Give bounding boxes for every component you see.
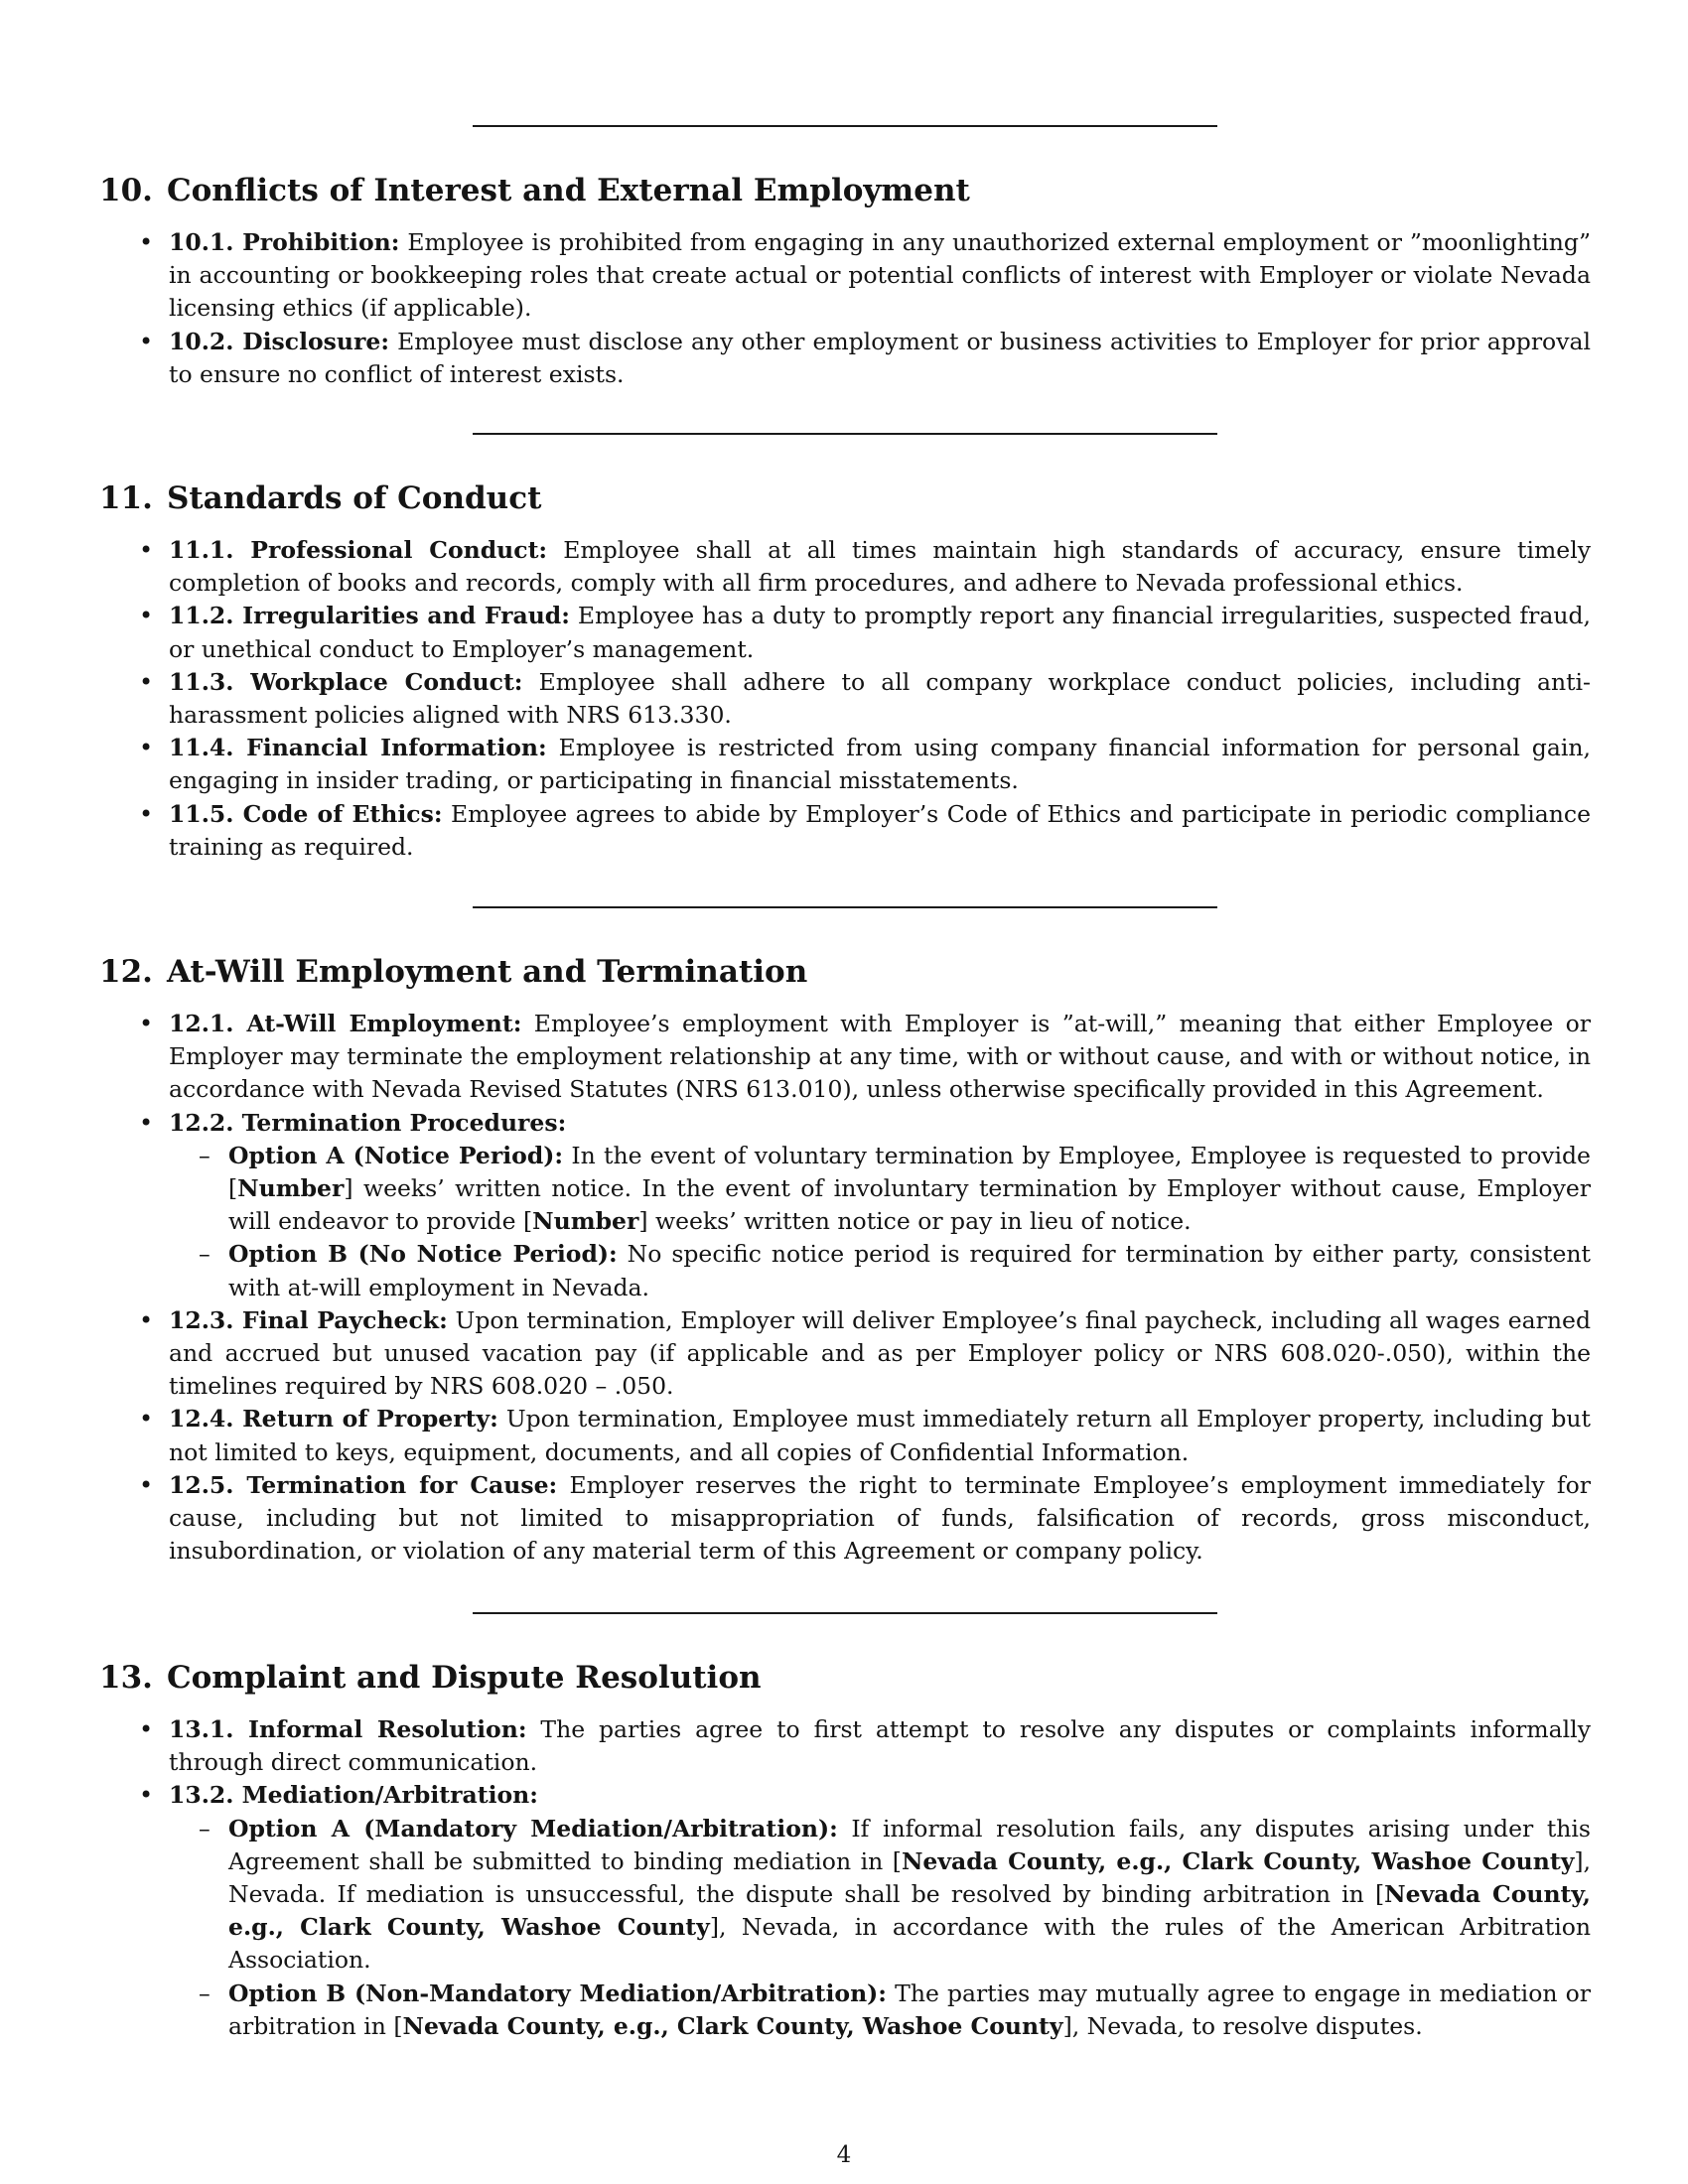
item-text: Employee’s employment with Employer is ”at-will,” meaning that either Employee or Employer may terminate the employment relationship at any time, with or without cause, and with or without notice, in accordance with Nevada Revised Statutes (NRS 613.010), unless otherwise specifically provided in this Agreement. (169, 1010, 1591, 1104)
item-label: 11.5. Code of Ethics: (169, 799, 443, 828)
section-title: Standards of Conduct (166, 480, 542, 516)
section-list (169, 226, 1591, 391)
item-label: 11.2. Irregularities and Fraud: (169, 602, 570, 630)
section-title: At-Will Employment and Termination (166, 954, 808, 990)
option-item (228, 1813, 1591, 1978)
item-text: Employee must disclose any other employment or business activities to Employer for prior approval to ensure no conflict of interest exists. (169, 327, 1591, 388)
section-number: 10. (99, 173, 153, 208)
list-item (169, 600, 1591, 665)
option-text: ] weeks’ written notice. In the event of involuntary termination by Employer without cause, Employer will endeavor to provide [ (228, 1174, 1591, 1236)
item-text: The parties agree to first attempt to resolve any disputes or complaints informally through direct communication. (169, 1715, 1591, 1777)
item-label: 13.2. Mediation/Arbitration: (169, 1781, 538, 1810)
list-item (169, 1403, 1591, 1468)
item-label: 12.3. Final Paycheck: (169, 1305, 448, 1334)
option-text: ] weeks’ written notice or pay in lieu of notice. (638, 1207, 1192, 1236)
placeholder-text: Nevada County, e.g., Clark County, Washoe County (901, 1846, 1575, 1875)
list-item (169, 1713, 1591, 1779)
item-text: Employee agrees to abide by Employer’s Code of Ethics and participate in periodic compliance training as required. (169, 799, 1591, 861)
placeholder-text: Nevada County, e.g., Clark County, Washoe County (228, 1880, 1591, 1942)
item-label: 12.1. At-Will Employment: (169, 1010, 522, 1037)
list-item (169, 1304, 1591, 1404)
option-list (169, 1140, 1591, 1304)
section-divider (473, 1612, 1217, 1614)
placeholder-text: Number (237, 1174, 345, 1203)
option-text: The parties may mutually agree to engage in mediation or arbitration in [ (228, 1979, 1591, 2040)
item-label: 10.2. Disclosure: (169, 327, 389, 355)
list-item (169, 666, 1591, 732)
option-item (228, 1238, 1591, 1303)
item-label: 12.2. Termination Procedures: (169, 1108, 567, 1137)
option-text: ], Nevada, in accordance with the rules of the American Arbitration Association. (228, 1913, 1591, 1975)
section-number: 12. (99, 954, 153, 990)
section-list (169, 1008, 1591, 1568)
section-heading (99, 173, 970, 209)
list-item (169, 1107, 1591, 1304)
list-item (169, 326, 1591, 391)
item-text: Employee shall adhere to all company workplace conduct policies, including anti-harassment policies aligned with NRS 613.330. (169, 667, 1591, 730)
section-heading (99, 480, 541, 517)
list-item (169, 226, 1591, 326)
item-text: Employee shall at all times maintain high standards of accuracy, ensure timely completion of books and records, comply with all firm procedures, and adhere to Nevada professional ethics. (169, 536, 1591, 598)
item-text: Employer reserves the right to terminate Employee’s employment immediately for cause, including but not limited to misappropriation of funds, falsification of records, gross misconduct, insubordination, or violation of any material term of this Agreement or company policy. (169, 1470, 1591, 1566)
section-divider (473, 906, 1217, 908)
option-text: In the event of voluntary termination by Employee, Employee is requested to provide [ (228, 1141, 1591, 1203)
option-label: Option B (Non-Mandatory Mediation/Arbitration): (228, 1979, 887, 2007)
item-label: 11.1. Professional Conduct: (169, 536, 548, 564)
section-number: 13. (99, 1660, 153, 1696)
option-text: ], Nevada. If mediation is unsuccessful, the dispute shall be resolved by binding arbitration in [ (228, 1846, 1591, 1909)
option-label: Option A (Mandatory Mediation/Arbitration): (228, 1814, 838, 1843)
item-text: Employee is prohibited from engaging in any unauthorized external employment or ”moonlighting” in accounting or bookkeeping roles that create actual or potential conflicts of interest with Employer or violate Nevada licensing ethics (if applicable). (169, 228, 1591, 323)
item-label: 10.1. Prohibition: (169, 228, 400, 256)
option-text: No specific notice period is required for termination by either party, consistent with at-will employment in Nevada. (228, 1240, 1591, 1301)
option-item (228, 1978, 1591, 2043)
item-label: 12.5. Termination for Cause: (169, 1470, 558, 1499)
placeholder-text: Nevada County, e.g., Clark County, Washoe County (402, 2011, 1063, 2040)
section-title: Conflicts of Interest and External Employment (166, 173, 970, 208)
item-label: 11.4. Financial Information: (169, 734, 547, 762)
option-text: ], Nevada, to resolve disputes. (1062, 2011, 1423, 2040)
item-label: 12.4. Return of Property: (169, 1405, 498, 1433)
item-label: 13.1. Informal Resolution: (169, 1715, 527, 1743)
item-text: Employee has a duty to promptly report any financial irregularities, suspected fraud, or unethical conduct to Employer’s management. (169, 602, 1591, 663)
list-item (169, 534, 1591, 600)
item-text: Upon termination, Employer will deliver Employee’s final paycheck, including all wages earned and accrued but unused vacation pay (if applicable and as per Employer policy or NRS 608.020-.050), within the timelines required by NRS 608.020 – .050. (169, 1305, 1591, 1401)
page-number: 4 (836, 2142, 852, 2168)
placeholder-text: Number (532, 1207, 639, 1236)
option-list (169, 1813, 1591, 2043)
item-text: Upon termination, Employee must immediately return all Employer property, including but not limited to keys, equipment, documents, and all copies of Confidential Information. (169, 1405, 1591, 1466)
section-number: 11. (99, 480, 153, 516)
option-item (228, 1140, 1591, 1239)
section-divider (473, 433, 1217, 435)
section-list (169, 1713, 1591, 2043)
list-item (169, 798, 1591, 864)
section-heading (99, 1660, 762, 1697)
list-item (169, 1008, 1591, 1107)
option-label: Option A (Notice Period): (228, 1141, 564, 1169)
section-list (169, 534, 1591, 864)
section-divider (473, 125, 1217, 127)
item-label: 11.3. Workplace Conduct: (169, 667, 523, 696)
option-label: Option B (No Notice Period): (228, 1240, 618, 1269)
item-text: Employee is restricted from using company financial information for personal gain, engaging in insider trading, or participating in financial misstatements. (169, 734, 1591, 795)
section-title: Complaint and Dispute Resolution (166, 1660, 762, 1696)
section-heading (99, 954, 807, 991)
list-item (169, 732, 1591, 797)
option-text: If informal resolution fails, any disputes arising under this Agreement shall be submitted to binding mediation in [ (228, 1814, 1591, 1875)
list-item (169, 1469, 1591, 1569)
list-item (169, 1779, 1591, 2043)
